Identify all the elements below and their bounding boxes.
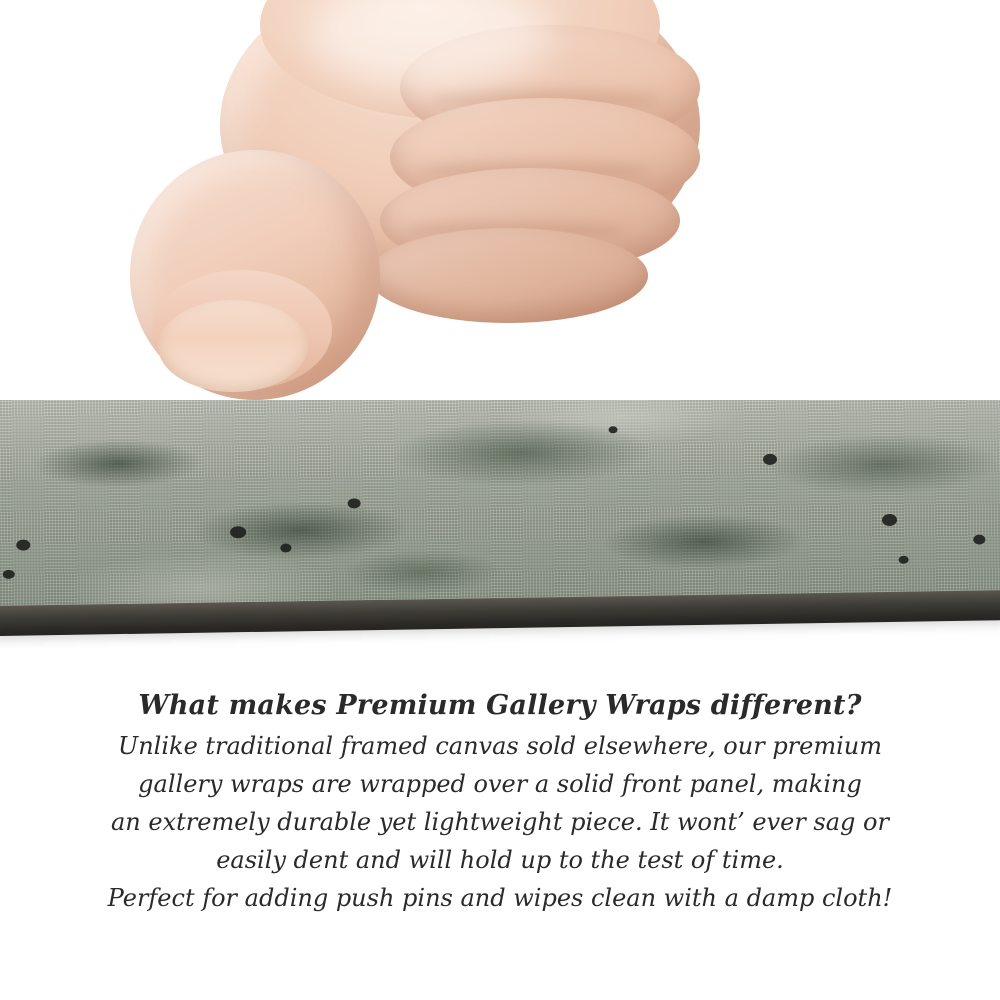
canvas-print-surface — [0, 400, 1000, 618]
caption-line: gallery wraps are wrapped over a solid front panel, making — [138, 770, 862, 798]
caption-heading: What makes Premium Gallery Wraps different? — [138, 690, 862, 721]
caption-body — [0, 727, 1000, 917]
gallery-wrap-panel — [0, 400, 1000, 648]
hand-thumbnail — [158, 300, 308, 392]
caption-line: an extremely durable yet lightweight piece. It wont’ ever sag or — [111, 808, 889, 836]
caption-line: easily dent and will hold up to the test of time. — [216, 846, 784, 874]
hand-finger-pinky — [368, 228, 648, 323]
caption-block — [0, 690, 1000, 917]
hand-icon — [100, 0, 720, 440]
caption-line: Perfect for adding push pins and wipes clean with a damp cloth! — [107, 884, 893, 912]
caption-line: Unlike traditional framed canvas sold elsewhere, our premium — [117, 732, 882, 760]
